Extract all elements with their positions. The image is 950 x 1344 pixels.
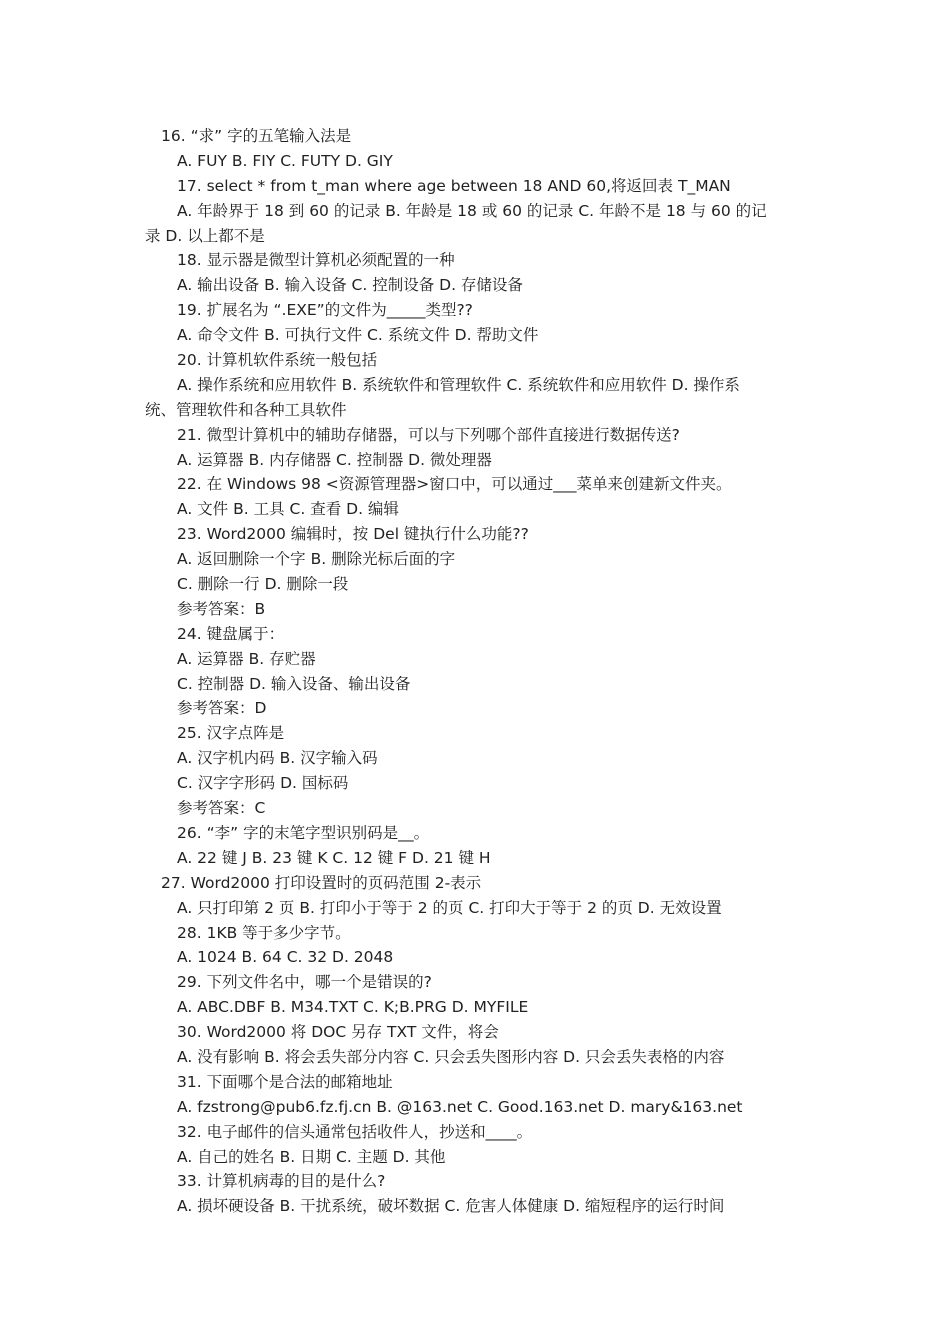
text-line: A. ABC.DBF B. M34.TXT C. K;B.PRG D. MYFILE [177, 998, 529, 1017]
text-line: 21. 微型计算机中的辅助存储器，可以与下列哪个部件直接进行数据传送? [177, 425, 680, 444]
text-line: 31. 下面哪个是合法的邮箱地址 [177, 1072, 393, 1091]
text-line: A. 运算器 B. 存贮器 [177, 649, 316, 668]
text-line: 17. select * from t_man where age between 18 AND 60,将返回表 T_MAN [177, 176, 731, 195]
text-line: A. 命令文件 B. 可执行文件 C. 系统文件 D. 帮助文件 [177, 326, 539, 345]
text-line: 27. Word2000 打印设置时的页码范围 2-表示 [161, 873, 482, 892]
text-line: A. 损坏硬设备 B. 干扰系统，破坏数据 C. 危害人体健康 D. 缩短程序的运行时间 [177, 1197, 725, 1216]
text-line: 29. 下列文件名中，哪一个是错误的? [177, 973, 432, 992]
text-line: A. 汉字机内码 B. 汉字输入码 [177, 749, 378, 768]
text-line: 统、管理软件和各种工具软件 [145, 400, 347, 419]
text-line: A. 运算器 B. 内存储器 C. 控制器 D. 微处理器 [177, 450, 492, 469]
text-line: 录 D. 以上都不是 [145, 226, 265, 245]
text-line: A. 自己的姓名 B. 日期 C. 主题 D. 其他 [177, 1147, 446, 1166]
text-line: 18. 显示器是微型计算机必须配置的一种 [177, 251, 455, 270]
text-line: 20. 计算机软件系统一般包括 [177, 351, 378, 370]
text-line: 32. 电子邮件的信头通常包括收件人，抄送和____。 [177, 1122, 533, 1141]
text-line: A. fzstrong@pub6.fz.fj.cn B. @163.net C. Good.163.net D. mary&163.net [177, 1097, 743, 1116]
text-line: A. 操作系统和应用软件 B. 系统软件和管理软件 C. 系统软件和应用软件 D. 操作系 [177, 375, 740, 394]
text-line: 30. Word2000 将 DOC 另存 TXT 文件，将会 [177, 1023, 499, 1042]
text-line: A. 没有影响 B. 将会丢失部分内容 C. 只会丢失图形内容 D. 只会丢失表格的内容 [177, 1047, 725, 1066]
text-line: 28. 1KB 等于多少字节。 [177, 923, 351, 942]
text-line: A. 1024 B. 64 C. 32 D. 2048 [177, 948, 394, 967]
text-line: 22. 在 Windows 98 <资源管理器>窗口中，可以通过___菜单来创建新文件夹。 [177, 475, 732, 494]
text-line: 33. 计算机病毒的目的是什么? [177, 1172, 386, 1191]
text-line: A. 年龄界于 18 到 60 的记录 B. 年龄是 18 或 60 的记录 C. 年龄不是 18 与 60 的记 [177, 201, 767, 220]
text-line: A. FUY B. FIY C. FUTY D. GIY [177, 151, 393, 170]
text-line: A. 输出设备 B. 输入设备 C. 控制设备 D. 存储设备 [177, 276, 523, 295]
text-line: 26. “李” 字的末笔字型识别码是__。 [177, 823, 430, 842]
text-line: 24. 键盘属于： [177, 624, 285, 643]
text-line: 参考答案：B [177, 599, 266, 618]
text-line: 25. 汉字点阵是 [177, 724, 285, 743]
text-line: 19. 扩展名为 “.EXE”的文件为_____类型?? [177, 301, 473, 320]
text-line: 参考答案：C [177, 799, 266, 818]
text-line: A. 文件 B. 工具 C. 查看 D. 编辑 [177, 500, 399, 519]
text-line: 参考答案：D [177, 699, 267, 718]
text-line: 16. “求” 字的五笔输入法是 [161, 127, 352, 145]
text-line: A. 只打印第 2 页 B. 打印小于等于 2 的页 C. 打印大于等于 2 的页 D. 无效设置 [177, 898, 722, 917]
text-line: C. 汉字字形码 D. 国标码 [177, 774, 349, 793]
text-line: A. 返回删除一个字 B. 删除光标后面的字 [177, 550, 456, 569]
text-line: A. 22 键 J B. 23 键 K C. 12 键 F D. 21 键 H [177, 848, 491, 867]
document-body [145, 124, 805, 1219]
text-line: 23. Word2000 编辑时，按 Del 键执行什么功能?? [177, 525, 529, 544]
text-line: C. 控制器 D. 输入设备、输出设备 [177, 674, 411, 693]
text-line: C. 删除一行 D. 删除一段 [177, 575, 349, 594]
